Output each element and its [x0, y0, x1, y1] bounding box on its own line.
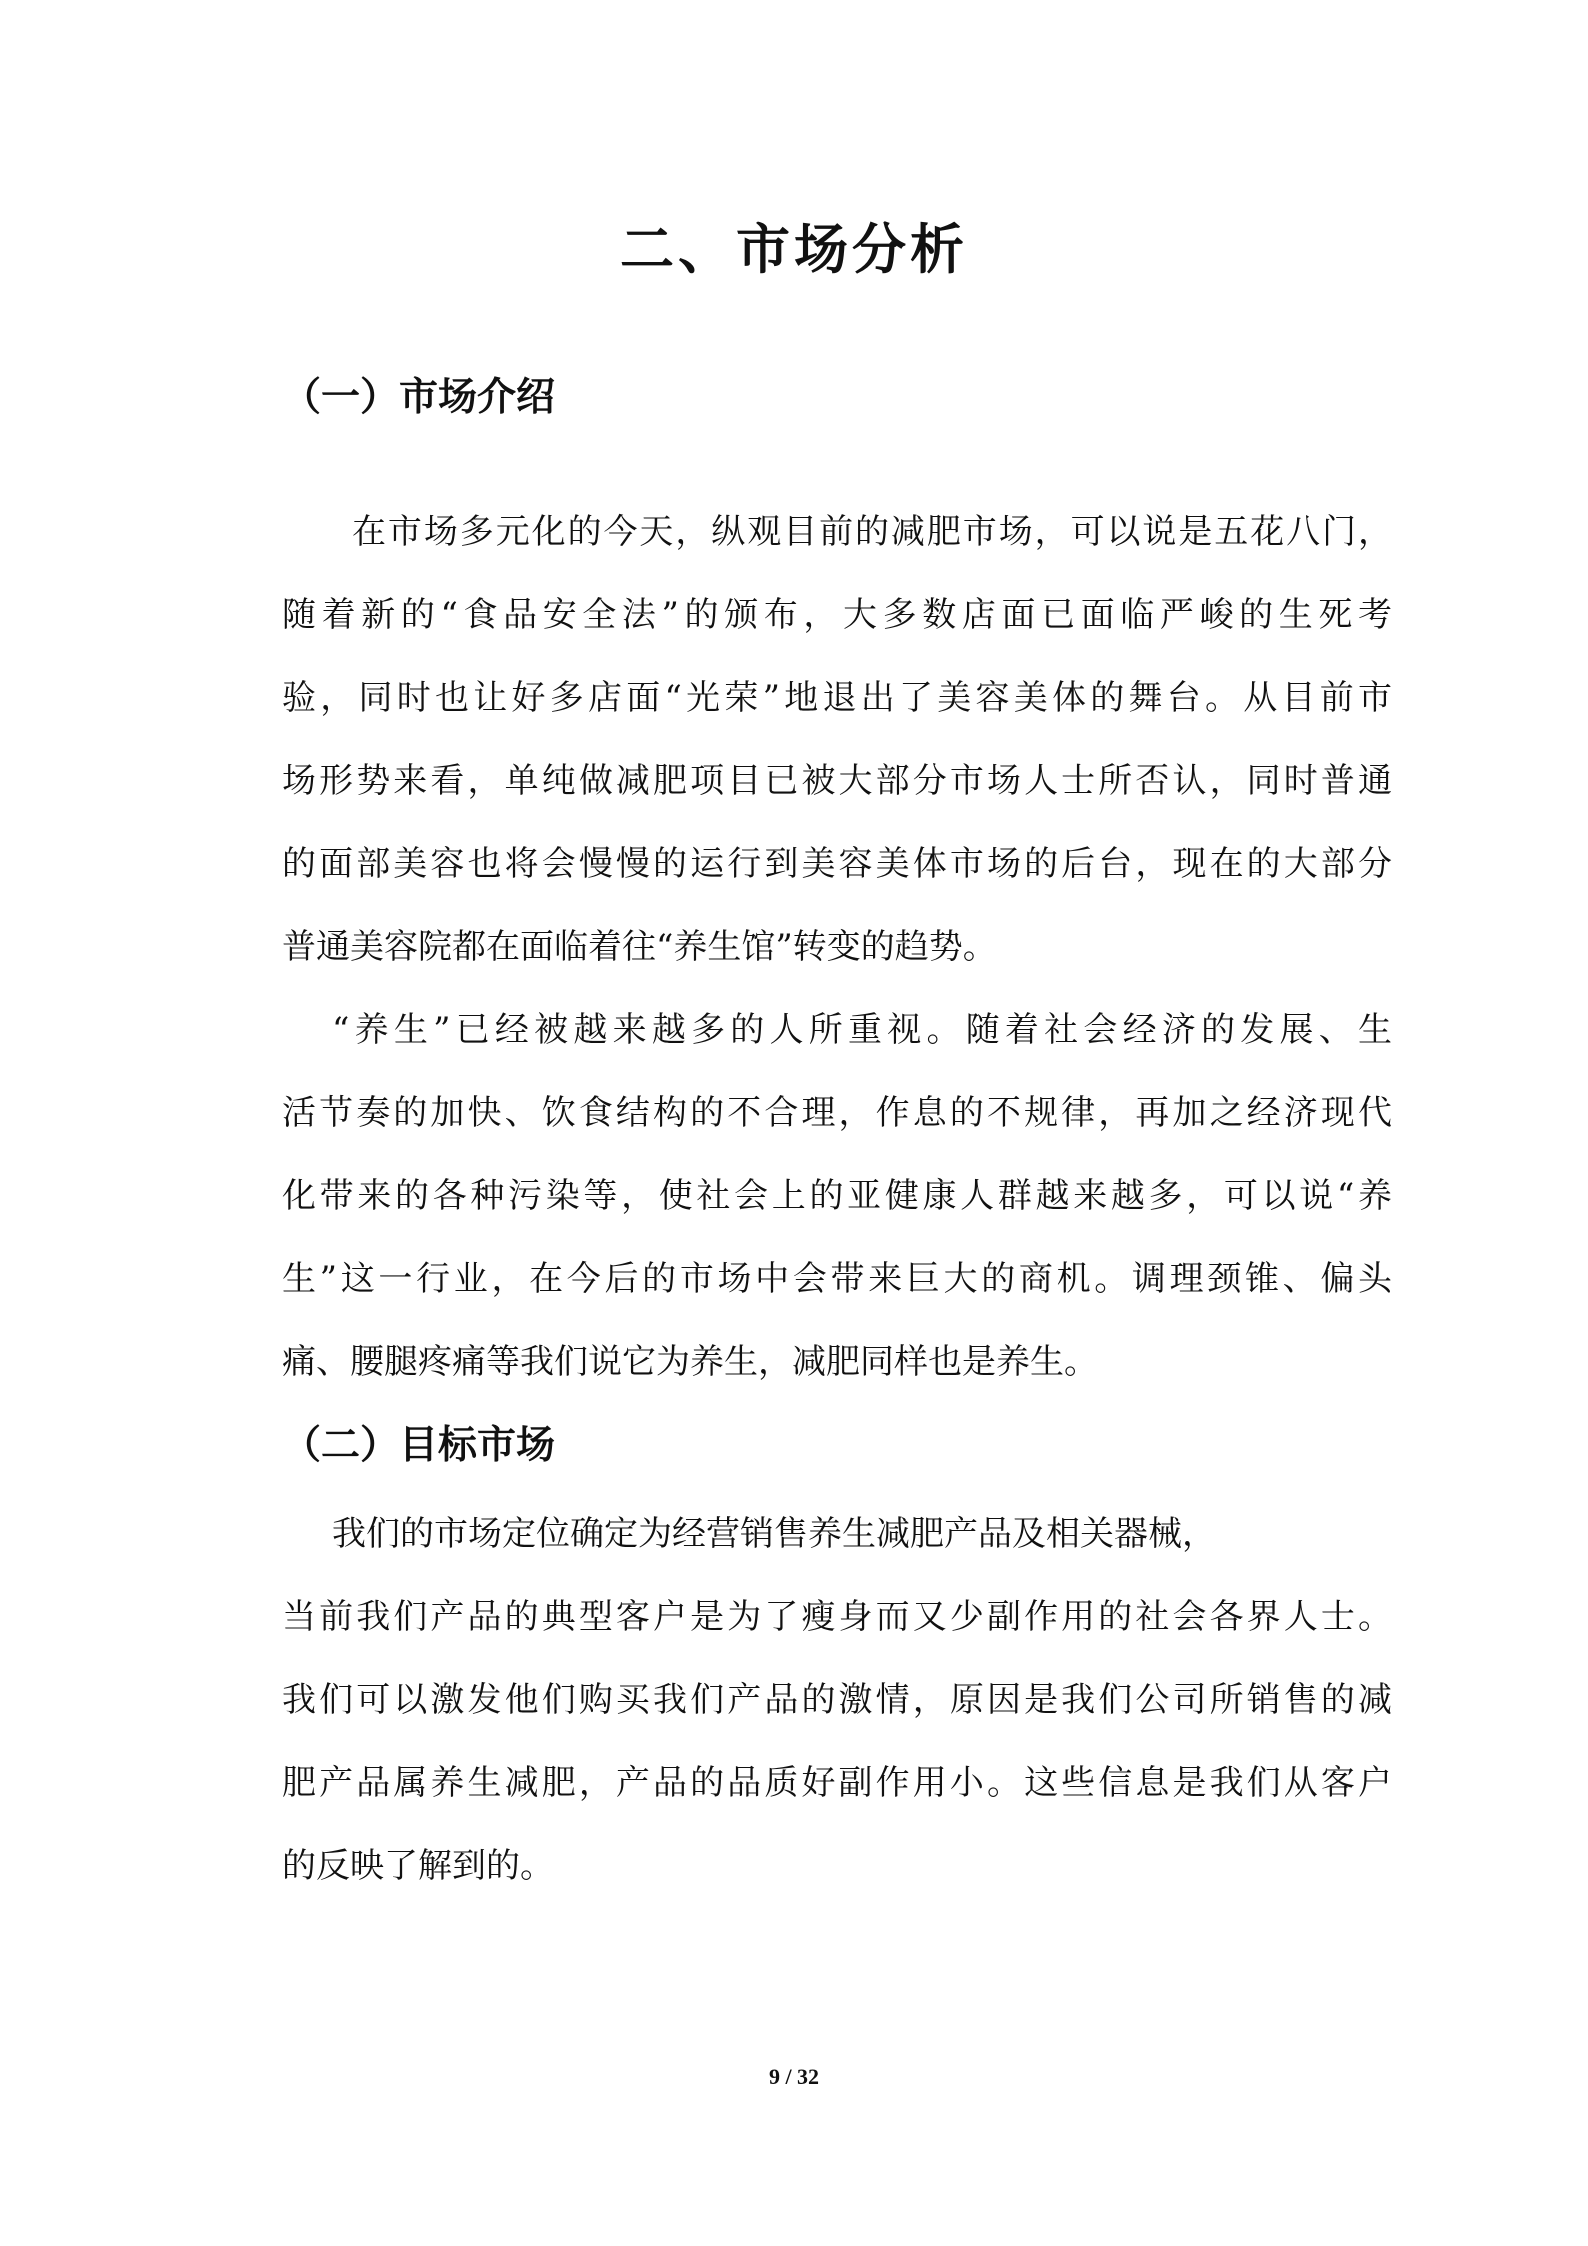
paragraph-line: 场形势来看，单纯做减肥项目已被大部分市场人士所否认，同时普通 — [282, 761, 1392, 801]
chapter-title: 二、市场分析 — [620, 218, 968, 281]
paragraph-line: 痛、腰腿疼痛等我们说它为养生，减肥同样也是养生。 — [282, 1342, 1098, 1382]
paragraph-line: 当前我们产品的典型客户是为了瘦身而又少副作用的社会各界人士。 — [282, 1597, 1392, 1637]
paragraph-line: “养生”已经被越来越多的人所重视。随着社会经济的发展、生 — [332, 1010, 1392, 1050]
paragraph-line: 随着新的“食品安全法”的颁布，大多数店面已面临严峻的生死考 — [282, 595, 1392, 635]
page-number: 9 / 32 — [768, 2064, 820, 2089]
paragraph-line: 化带来的各种污染等，使社会上的亚健康人群越来越多，可以说“养 — [282, 1176, 1392, 1216]
paragraph-line: 的面部美容也将会慢慢的运行到美容美体市场的后台，现在的大部分 — [282, 844, 1392, 884]
paragraph-line: 我们的市场定位确定为经营销售养生减肥产品及相关器械， — [332, 1514, 1216, 1554]
paragraph-line: 生”这一行业，在今后的市场中会带来巨大的商机。调理颈锥、偏头 — [282, 1259, 1392, 1299]
section-heading-market-intro: （一）市场介绍 — [282, 375, 556, 420]
section-heading-target-market: （二）目标市场 — [282, 1423, 556, 1468]
paragraph-line: 在市场多元化的今天，纵观目前的减肥市场，可以说是五花八门， — [352, 512, 1392, 552]
paragraph-line: 活节奏的加快、饮食结构的不合理，作息的不规律，再加之经济现代 — [282, 1093, 1392, 1133]
paragraph-line: 肥产品属养生减肥，产品的品质好副作用小。这些信息是我们从客户 — [282, 1763, 1392, 1803]
paragraph-line: 验，同时也让好多店面“光荣”地退出了美容美体的舞台。从目前市 — [282, 678, 1392, 718]
paragraph-line: 我们可以激发他们购买我们产品的激情，原因是我们公司所销售的减 — [282, 1680, 1392, 1720]
paragraph-line: 普通美容院都在面临着往“养生馆”转变的趋势。 — [282, 927, 997, 967]
paragraph-line: 的反映了解到的。 — [282, 1846, 554, 1886]
